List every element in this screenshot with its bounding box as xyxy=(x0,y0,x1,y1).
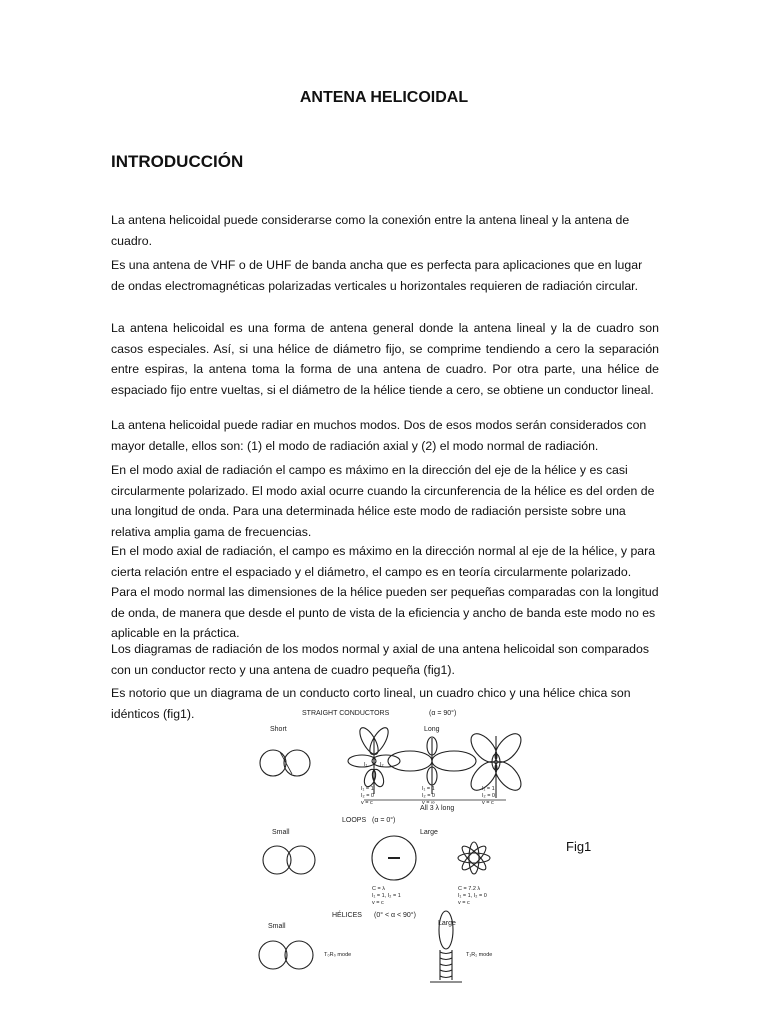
eq-b3: v = ∞ xyxy=(422,800,435,806)
loop2-v: v = c xyxy=(458,900,470,906)
loops-alpha-label: (α = 0°) xyxy=(372,817,396,824)
mode-r1-label: T₁R₁ mode xyxy=(466,952,493,958)
figure-caption: Fig1 xyxy=(566,839,592,854)
large-loop-lobes xyxy=(458,842,490,874)
large-loop-label: Large xyxy=(420,829,438,836)
eq-a2: I₂ = 0 xyxy=(361,793,374,799)
mode-r0-label: T₀R₀ mode xyxy=(324,952,352,958)
loop-eq: I₁ = 1, I₂ = 1 xyxy=(372,893,401,899)
small-loop-label: Small xyxy=(272,829,290,836)
paragraph: Es una antena de VHF o de UHF de banda ancha que es perfecta para aplicaciones que en lugar de ondas electromagnéticas polarizadas verticales u horizontales requieren de radiación circular. xyxy=(111,258,643,293)
straight-alpha-label: (α = 90°) xyxy=(429,710,457,717)
radiation-pattern-figure xyxy=(244,706,544,1018)
eq-b1: I₁ = 1 xyxy=(422,786,435,792)
section-heading: INTRODUCCIÓN xyxy=(111,152,244,171)
loop2-eq: I₁ = 1, I₂ = 0 xyxy=(458,893,487,899)
paragraph: Es notorio que un diagrama de un conducto corto lineal, un cuadro chico y una hélice chica son idénticos (fig1). xyxy=(111,686,631,721)
c-2lambda-label: C = 7.2 λ xyxy=(458,886,481,892)
long-conductor-pattern-1 xyxy=(348,725,400,794)
long-label: Long xyxy=(424,726,440,733)
eq-b2: I₂ = 0 xyxy=(422,793,435,799)
loops-label: LOOPS xyxy=(342,817,367,824)
all-long-label: All 3 λ long xyxy=(420,805,455,812)
eq-c1: I₁ = 1 xyxy=(482,786,495,792)
paragraph: En el modo axial de radiación el campo es máximo en la dirección del eje de la hélice y es casi circularmente polarizado. El modo axial ocurre cuando la circunferencia de la hélice es del orden de una longitud de onda. Para una determinada hélice este modo de radiación persiste sobre una relativa amplia gama de frecuencias. xyxy=(111,463,655,539)
helices-label: HÉLICES xyxy=(332,912,362,919)
paragraph: Los diagramas de radiación de los modos normal y axial de una antena helicoidal son comparados con un conductor recto y una antena de cuadro pequeña (fig1). xyxy=(111,642,649,677)
straight-conductors-label: STRAIGHT CONDUCTORS xyxy=(302,710,390,717)
paragraph: La antena helicoidal puede radiar en muchos modos. Dos de esos modos serán considerados con mayor detalle, ellos son: (1) el modo de radiación axial y (2) el modo normal de radiación. xyxy=(111,418,647,453)
current-i1-label: I₁ xyxy=(364,762,368,768)
eq-a3: v = c xyxy=(361,800,373,806)
small-helix-label: Small xyxy=(268,923,286,930)
helices-alpha-label: (0° < α < 90°) xyxy=(374,912,416,919)
eq-a1: I₁ = 1 xyxy=(361,786,374,792)
paragraph: La antena helicoidal es una forma de antena general donde la antena lineal y la de cuadro son casos especiales. Así, si una hélice de diámetro fijo, se comprime tendiendo a cero la separación entre espiras, la antena toma la forma de una antena de cuadro. Por otra parte, una hélice de espaciado fijo entre vueltas, si el diámetro de la hélice tiende a cero, se obtiene un conductor lineal. xyxy=(111,321,659,397)
small-helix-pattern xyxy=(259,941,287,969)
eq-c3: v = c xyxy=(482,800,494,806)
paragraph: La antena helicoidal puede considerarse como la conexión entre la antena lineal y la antena de cuadro. xyxy=(111,213,630,248)
large-helix-label: Large xyxy=(438,920,456,927)
short-label: Short xyxy=(270,726,287,733)
current-i2-label: I₂ xyxy=(380,762,384,768)
radiation-pattern-diagram xyxy=(244,706,544,1018)
loop-v: v = c xyxy=(372,900,384,906)
paragraph: En el modo axial de radiación, el campo es máximo en la dirección normal al eje de la hélice, y para cierta relación entre el espaciado y el diámetro, el campo es en teoría circularmente polarizado. Para el modo normal las dimensiones de la hélice pueden ser pequeñas comparadas con la longitud de onda, de manera que desde el punto de vista de la eficiencia y ancho de banda este modo no es aplicable en la práctica. xyxy=(111,544,659,640)
short-conductor-pattern xyxy=(260,750,286,776)
c-eq-lambda-label: C = λ xyxy=(372,886,385,892)
eq-c2: I₂ = 0 xyxy=(482,793,495,799)
document-title: ANTENA HELICOIDAL xyxy=(299,89,469,106)
